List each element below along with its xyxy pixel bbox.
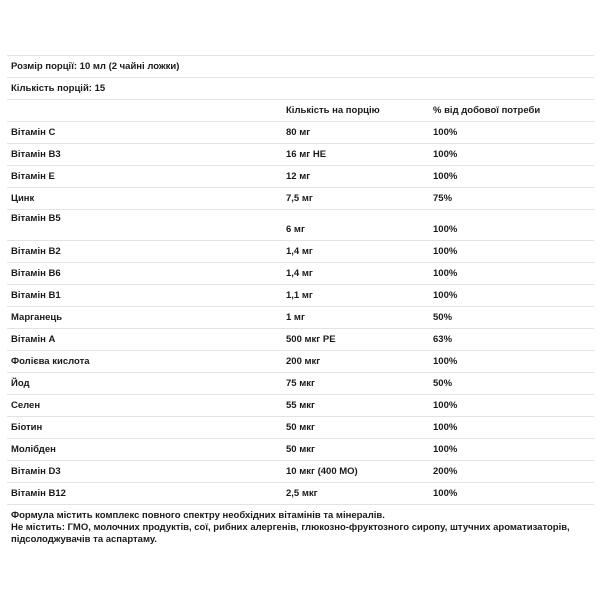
nutrient-amount: 2,5 мкг xyxy=(286,488,318,499)
nutrient-name: Вітамін D3 xyxy=(11,466,61,477)
nutrient-daily-value: 50% xyxy=(433,312,453,323)
nutrient-amount: 1,4 мг xyxy=(286,246,313,257)
nutrient-daily-value: 100% xyxy=(433,171,458,182)
nutrition-table xyxy=(7,55,594,546)
footer-line-2: Не містить: ГМО, молочних продуктів, сої, рибних алергенів, глюкозно-фруктозного сиропу, штучних ароматизаторів, xyxy=(11,522,570,533)
table-row xyxy=(7,165,594,187)
nutrient-name: Вітамін В12 xyxy=(11,488,66,499)
nutrient-amount: 1,4 мг xyxy=(286,268,313,279)
nutrient-daily-value: 100% xyxy=(433,356,458,367)
nutrient-daily-value: 100% xyxy=(433,246,458,257)
nutrient-daily-value: 100% xyxy=(433,488,458,499)
table-row xyxy=(7,416,594,438)
table-row xyxy=(7,143,594,165)
nutrient-daily-value: 100% xyxy=(433,422,458,433)
header-amount: Кількість на порцію xyxy=(286,105,380,116)
nutrient-daily-value: 100% xyxy=(433,224,458,235)
table-row xyxy=(7,372,594,394)
nutrient-daily-value: 100% xyxy=(433,290,458,301)
table-body xyxy=(7,121,594,504)
nutrient-amount: 55 мкг xyxy=(286,400,315,411)
nutrient-amount: 50 мкг xyxy=(286,444,315,455)
nutrient-amount: 1,1 мг xyxy=(286,290,313,301)
nutrient-daily-value: 100% xyxy=(433,127,458,138)
nutrient-name: Молібден xyxy=(11,444,56,455)
footer-note xyxy=(7,504,594,546)
nutrient-amount: 75 мкг xyxy=(286,378,315,389)
nutrient-daily-value: 100% xyxy=(433,444,458,455)
nutrient-amount: 50 мкг xyxy=(286,422,315,433)
table-row xyxy=(7,284,594,306)
nutrient-daily-value: 75% xyxy=(433,193,453,204)
table-row xyxy=(7,262,594,284)
servings-count: Кількість порцій: 15 xyxy=(7,77,594,99)
nutrient-daily-value: 50% xyxy=(433,378,453,389)
table-row xyxy=(7,187,594,209)
nutrient-name: Вітамін В5 xyxy=(11,213,61,224)
nutrient-amount: 16 мг НЕ xyxy=(286,149,327,160)
nutrient-name: Цинк xyxy=(11,193,35,204)
nutrient-name: Вітамін А xyxy=(11,334,56,345)
nutrient-name: Фолієва кислота xyxy=(11,356,90,367)
nutrient-name: Селен xyxy=(11,400,41,411)
nutrient-amount: 500 мкг РЕ xyxy=(286,334,336,345)
nutrient-amount: 200 мкг xyxy=(286,356,321,367)
nutrient-daily-value: 100% xyxy=(433,268,458,279)
table-row xyxy=(7,350,594,372)
header-daily-value: % від добової потреби xyxy=(433,105,541,116)
nutrient-name: Марганець xyxy=(11,312,63,323)
serving-size: Розмір порції: 10 мл (2 чайні ложки) xyxy=(7,55,594,77)
footer-line-1: Формула містить комплекс повного спектру необхідних вітамінів та мінералів. xyxy=(11,510,385,521)
table-row xyxy=(7,121,594,143)
table-row xyxy=(7,460,594,482)
nutrient-amount: 12 мг xyxy=(286,171,311,182)
table-row xyxy=(7,482,594,504)
nutrient-amount: 6 мг xyxy=(286,224,305,235)
nutrient-name: Біотин xyxy=(11,422,43,433)
table-header xyxy=(7,99,594,121)
header-name xyxy=(7,100,286,121)
nutrient-name: Вітамін Е xyxy=(11,171,55,182)
nutrient-amount: 7,5 мг xyxy=(286,193,313,204)
footer-line-3: підсолоджувачів та аспартаму. xyxy=(11,534,157,545)
nutrient-name: Вітамін В6 xyxy=(11,268,61,279)
nutrient-daily-value: 200% xyxy=(433,466,458,477)
table-row xyxy=(7,209,594,240)
nutrient-daily-value: 63% xyxy=(433,334,453,345)
nutrient-daily-value: 100% xyxy=(433,149,458,160)
table-row xyxy=(7,306,594,328)
table-row xyxy=(7,328,594,350)
nutrient-daily-value: 100% xyxy=(433,400,458,411)
nutrient-name: Вітамін В3 xyxy=(11,149,61,160)
nutrient-name: Вітамін С xyxy=(11,127,56,138)
table-row xyxy=(7,394,594,416)
nutrient-amount: 1 мг xyxy=(286,312,305,323)
nutrient-name: Вітамін В1 xyxy=(11,290,61,301)
nutrient-name: Вітамін В2 xyxy=(11,246,61,257)
nutrient-amount: 80 мг xyxy=(286,127,311,138)
nutrient-amount: 10 мкг (400 МО) xyxy=(286,466,358,477)
nutrient-name: Йод xyxy=(11,378,30,389)
table-row xyxy=(7,240,594,262)
table-row xyxy=(7,438,594,460)
